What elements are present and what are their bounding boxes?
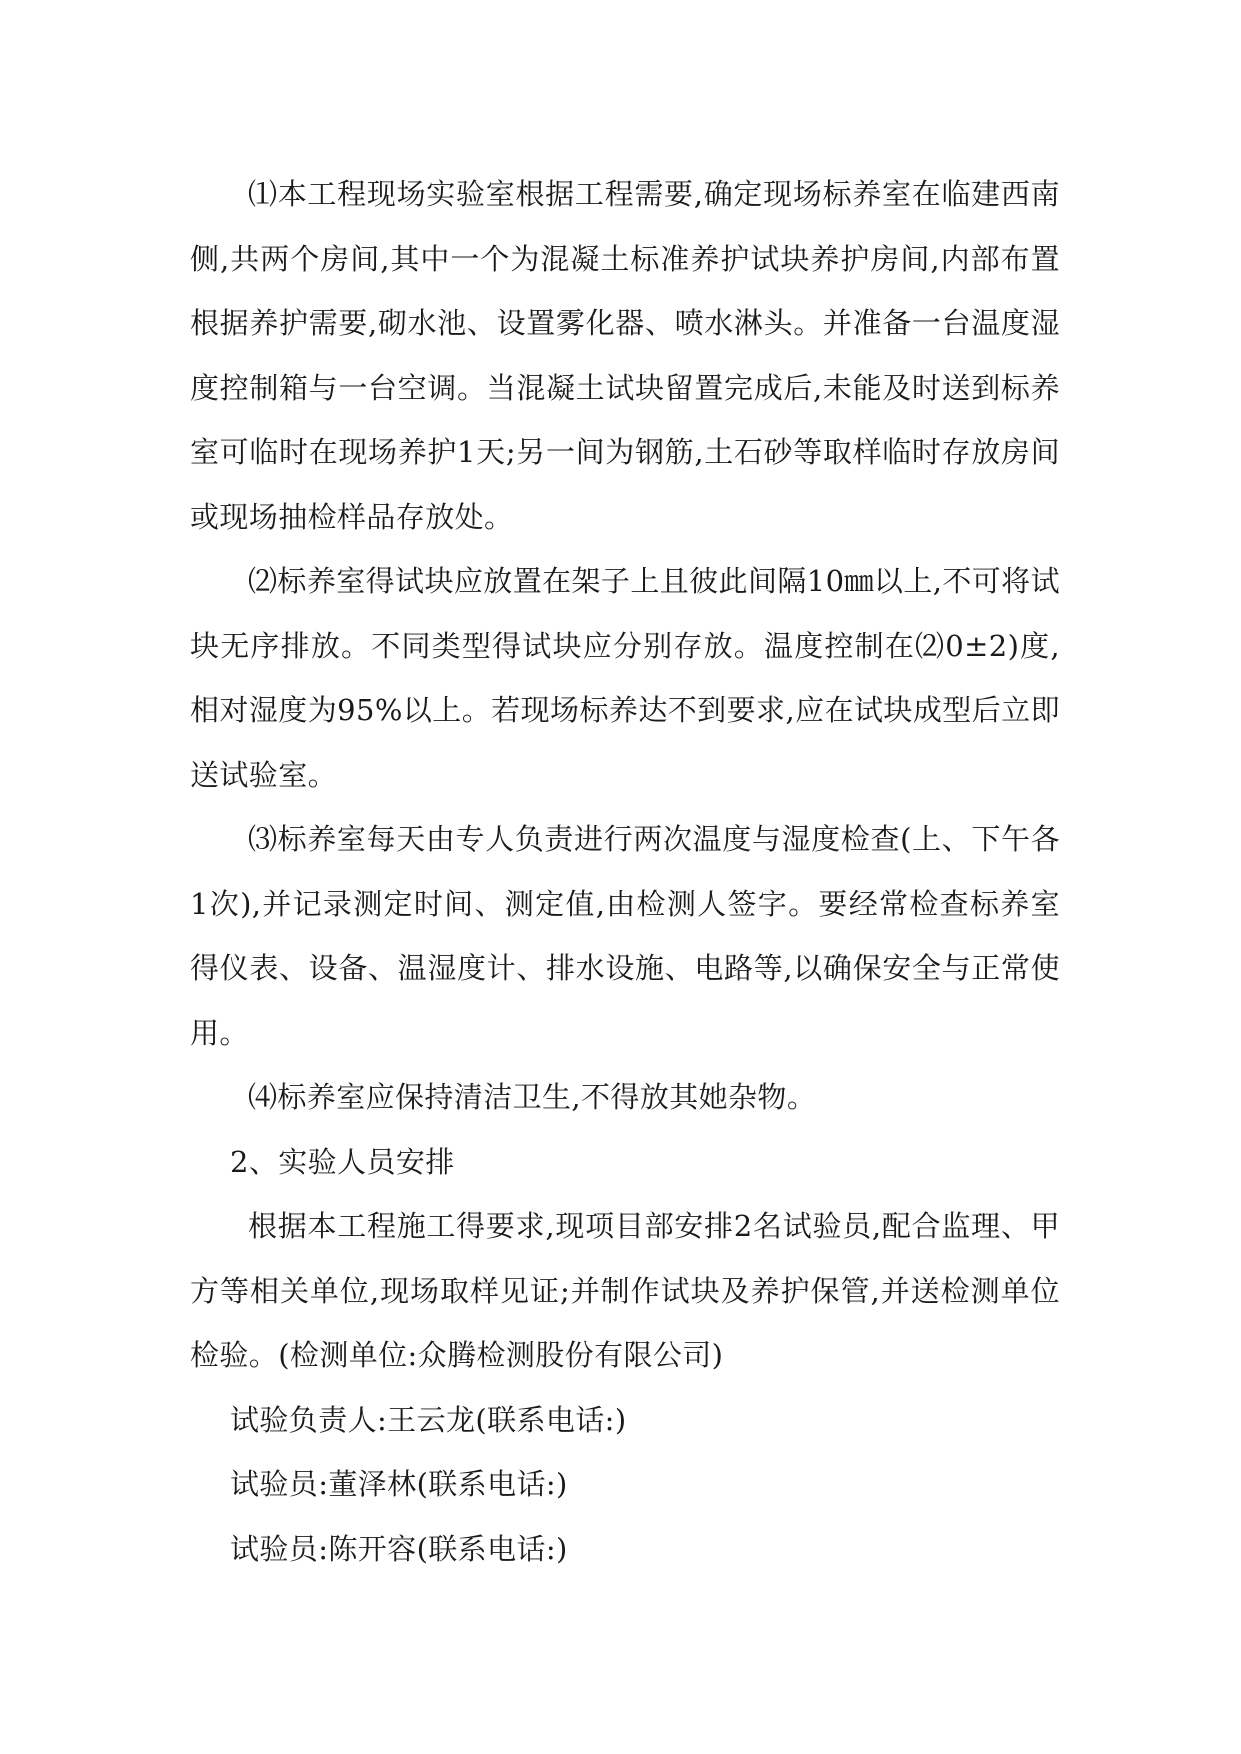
- section-heading: 2、实验人员安排: [230, 1144, 455, 1179]
- staffing-paragraph: 根据本工程施工得要求,现项目部安排2名试验员,配合监理、甲方等相关单位,现场取样见证;并制作试块及养护保管,并送检测单位检验。(检测单位:众腾检测股份有限公司): [190, 1209, 1060, 1372]
- paragraph-2: ⑵标养室得试块应放置在架子上且彼此间隔10㎜以上,不可将试块无序排放。不同类型得试块应分别存放。温度控制在⑵0±2)度,相对湿度为95%以上。若现场标养达不到要求,应在试块成型后立即送试验室。: [190, 564, 1060, 792]
- paragraph-3: ⑶标养室每天由专人负责进行两次温度与湿度检查(上、下午各1次),并记录测定时间、测定值,由检测人签字。要经常检查标养室得仪表、设备、温湿度计、排水设施、电路等,以确保安全与正常使用。: [190, 822, 1060, 1050]
- paragraph-4: ⑷标养室应保持清洁卫生,不得放其她杂物。: [248, 1080, 817, 1114]
- staff-line-tester-2: 试验员:陈开容(联系电话:): [230, 1531, 568, 1566]
- paragraph-1: ⑴本工程现场实验室根据工程需要,确定现场标养室在临建西南侧,共两个房间,其中一个为混凝土标准养护试块养护房间,内部布置根据养护需要,砌水池、设置雾化器、喷水淋头。并准备一台温度湿度控制箱与一台空调。当混凝土试块留置完成后,未能及时送到标养室可临时在现场养护1天;另一间为钢筋,土石砂等取样临时存放房间或现场抽检样品存放处。: [190, 177, 1060, 534]
- document-body: [190, 162, 1060, 1581]
- staff-line-lead: 试验负责人:王云龙(联系电话:): [230, 1402, 627, 1437]
- staff-line-tester-1: 试验员:董泽林(联系电话:): [230, 1467, 568, 1501]
